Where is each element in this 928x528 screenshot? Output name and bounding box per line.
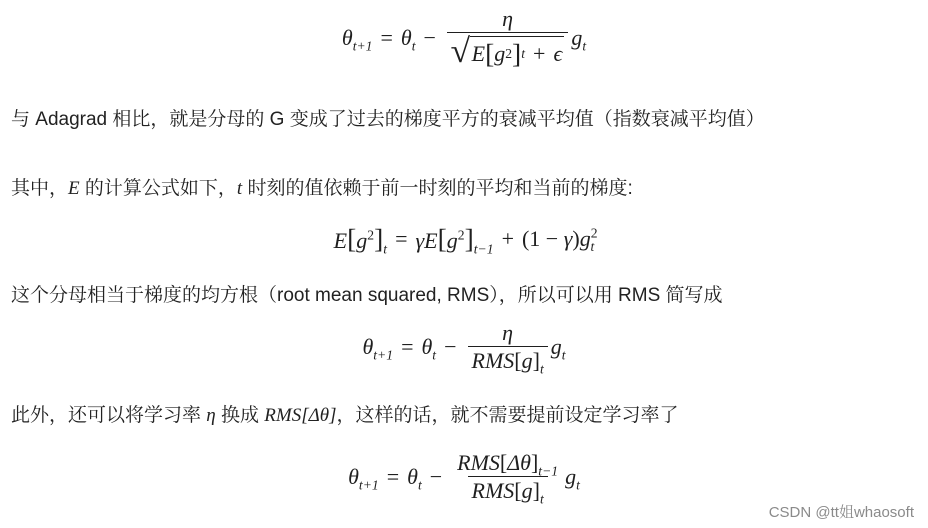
equation-update-rule-rmsprop: $\theta_{t+1}$ = $\theta_t$ − η √ E [ g 2 ] t + ϵ $g_t$ <box>341 6 587 70</box>
paragraph-adagrad-comparison: 与 Adagrad 相比，就是分母的 G 变成了过去的梯度平方的衰减平均值（指数衰减平均值） <box>11 109 765 130</box>
paragraph-expectation-intro: 其中，E 的计算公式如下，t 时刻的值依赖于前一时刻的平均和当前的梯度: <box>11 178 633 199</box>
csdn-watermark: CSDN @tt姐whaosoft <box>768 504 914 521</box>
paragraph-rms-definition: 这个分母相当于梯度的均方根（root mean squared, RMS），所以可以用 RMS 简写成 <box>11 285 723 306</box>
equation-rms-form: $\theta_{t+1}$ = $\theta_t$ − $\frac{\eta}{RMS[g]_t}$ $g_t$ <box>362 320 566 377</box>
equation-adadelta-form: $\theta_{t+1}$ = $\theta_t$ − $\frac{RMS[\Delta\theta]_{t-1}}{RMS[g]_t}$ $g_t$ <box>348 450 580 507</box>
equation-running-average: $E[g^2]_t$ = $\gamma E[g^2]_{t-1}$ + $(1 - \gamma)g^2_t$ <box>333 223 598 257</box>
paragraph-learning-rate-replacement: 此外，还可以将学习率 η 换成 RMS[Δθ]，这样的话，就不需要提前设定学习率了 <box>11 405 679 426</box>
